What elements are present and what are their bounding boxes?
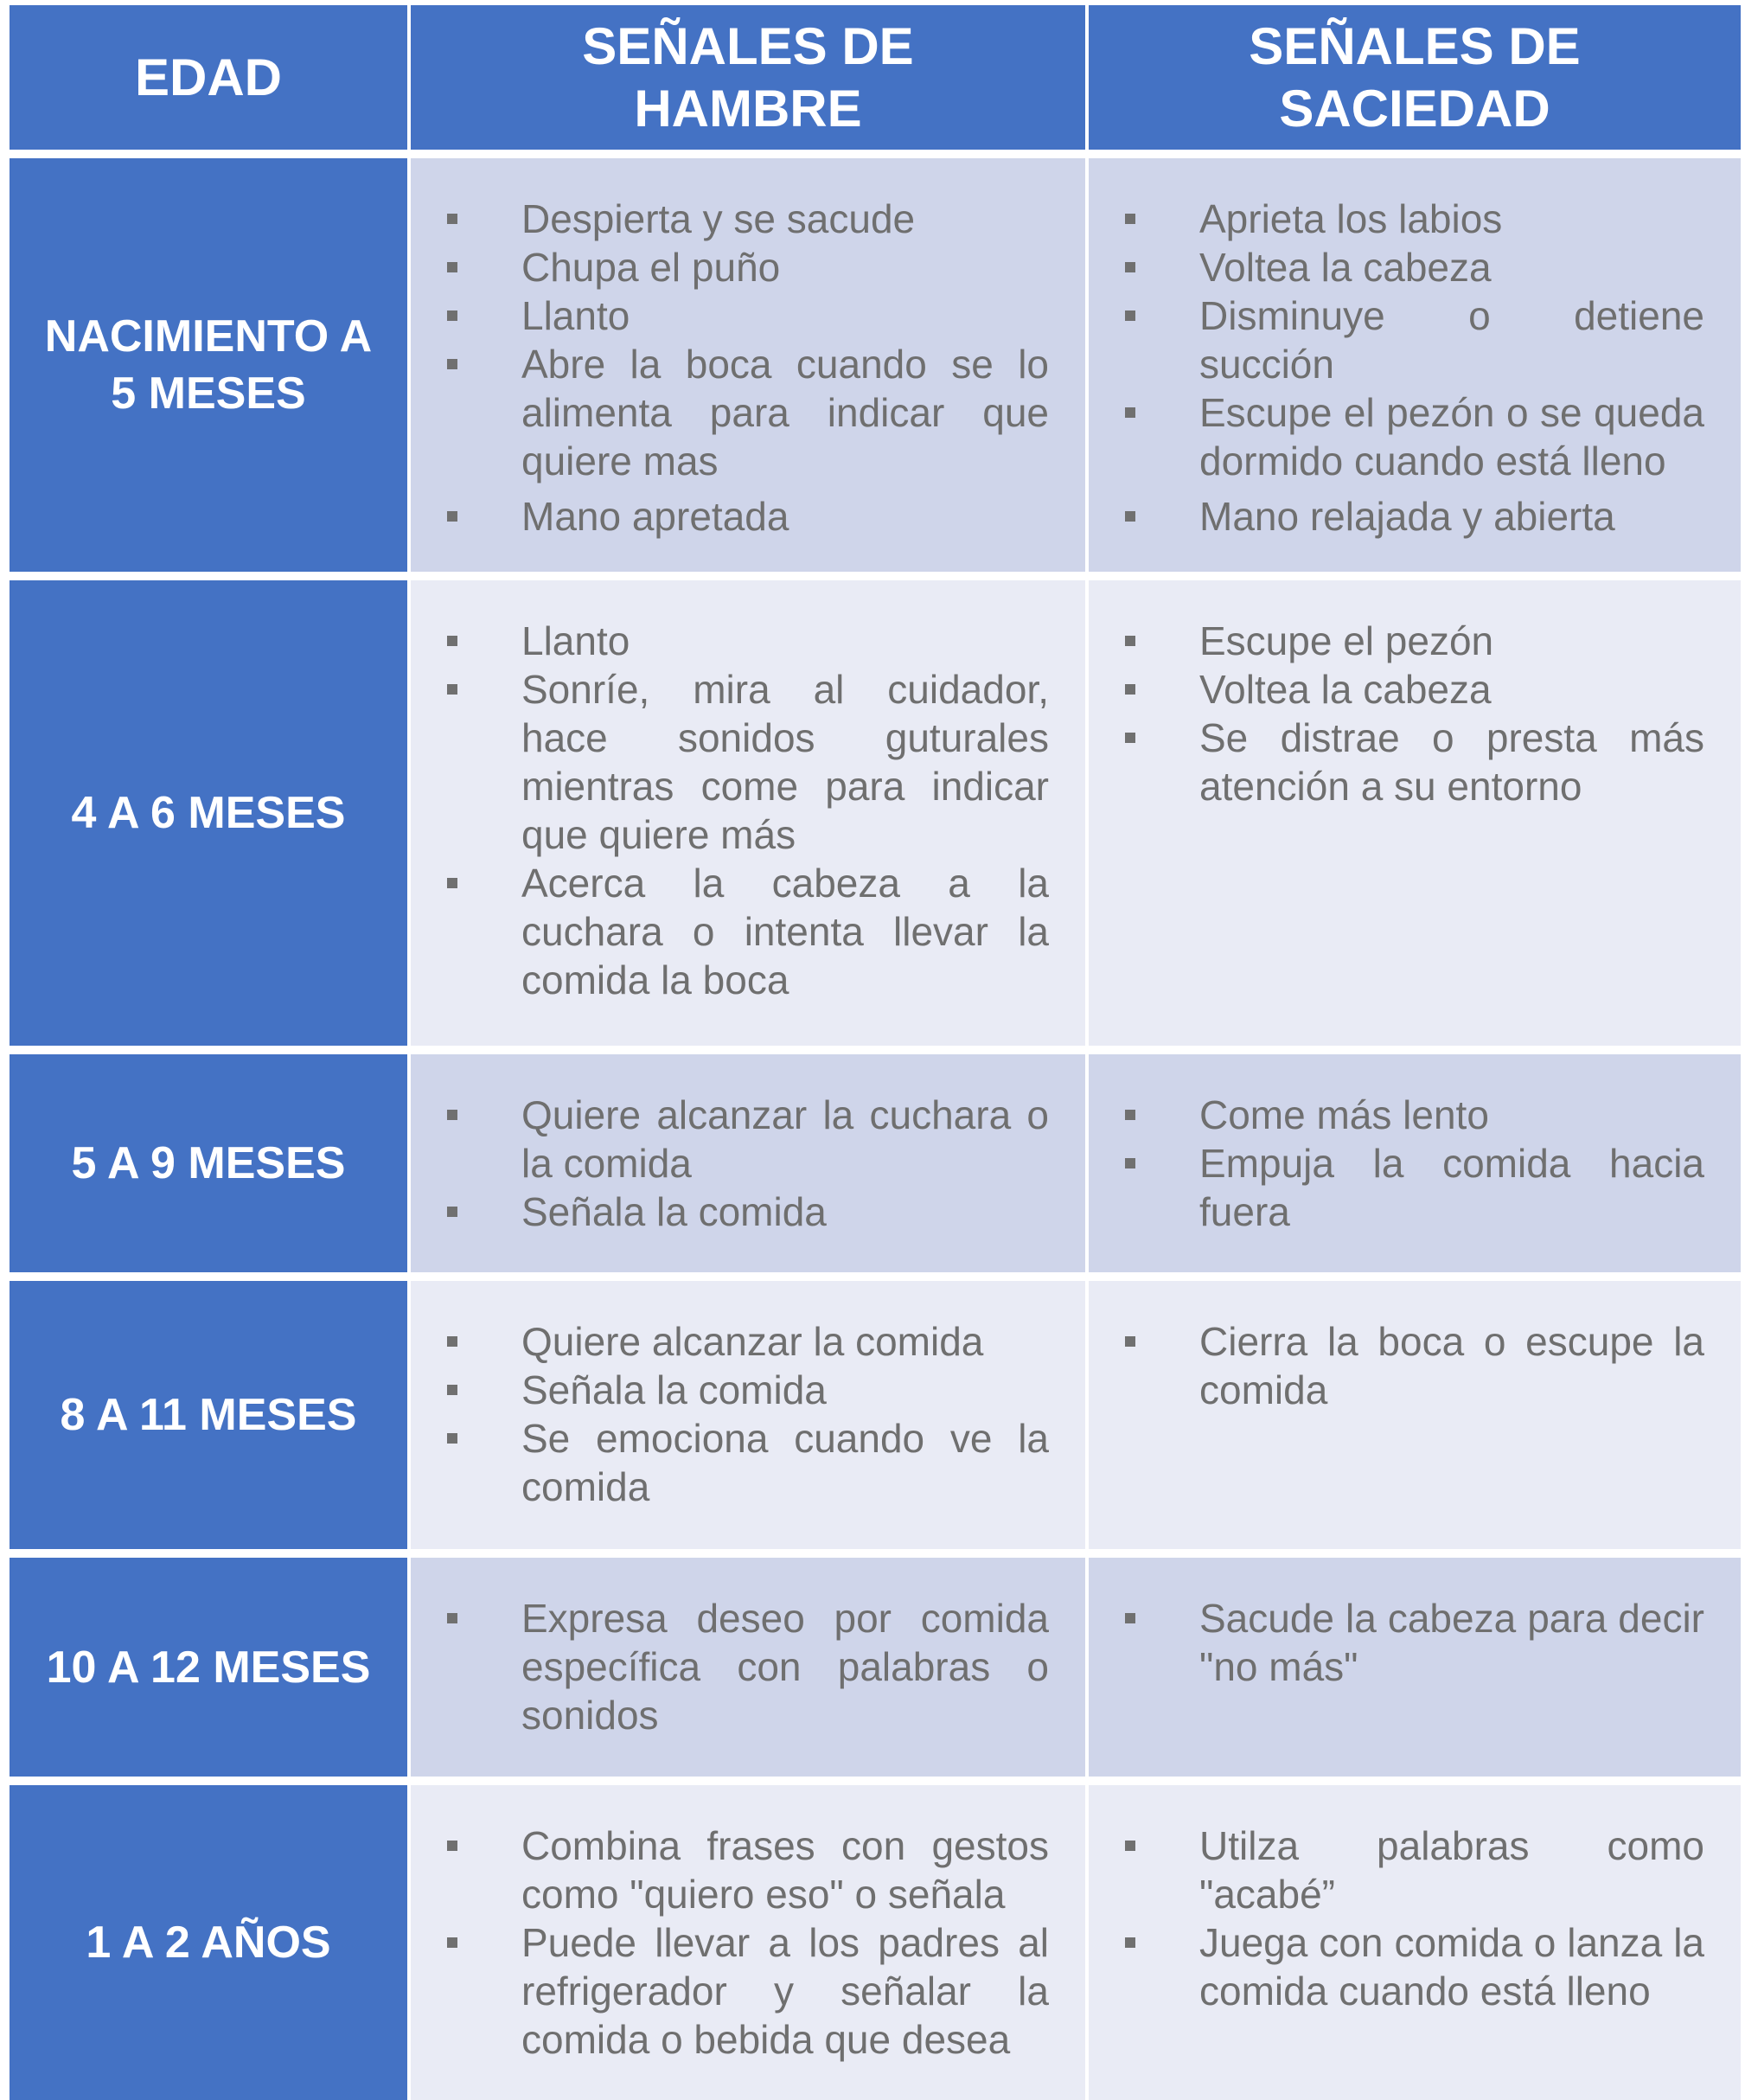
hunger-cell (411, 580, 1085, 1046)
list-item: Llanto (447, 291, 1049, 340)
list-item: Utilza palabras como "acabé” (1125, 1821, 1704, 1918)
satiety-cell (1089, 580, 1741, 1046)
hunger-list (447, 1821, 1049, 2064)
list-item: Se distrae o presta más atención a su entorno (1125, 714, 1704, 810)
feeding-cues-table (10, 5, 1734, 2100)
satiety-list (1125, 1317, 1704, 1414)
header-hunger-line1: SEÑALES DE (582, 16, 914, 75)
age-cell (10, 1281, 407, 1549)
satiety-list (1125, 1091, 1704, 1236)
age-label-line2: 5 MESES (111, 368, 306, 419)
list-item: Chupa el puño (447, 243, 1049, 291)
list-item: Aprieta los labios (1125, 195, 1704, 243)
list-item: Despierta y se sacude (447, 195, 1049, 243)
hunger-list (447, 1091, 1049, 1236)
hunger-list (447, 617, 1049, 1004)
list-item: Señala la comida (447, 1366, 1049, 1414)
list-item: Voltea la cabeza (1125, 665, 1704, 714)
header-age-label: EDAD (134, 48, 282, 106)
header-satiety (1089, 5, 1741, 150)
satiety-list (1125, 1594, 1704, 1691)
list-item: Sonríe, mira al cuidador, hace sonidos guturales mientras come para indicar que quiere más (447, 665, 1049, 859)
age-label: 8 A 11 MESES (60, 1390, 357, 1440)
age-label: 1 A 2 AÑOS (86, 1918, 331, 1968)
list-item: Mano relajada y abierta (1125, 492, 1704, 541)
age-cell (10, 1054, 407, 1272)
list-item: Empuja la comida hacia fuera (1125, 1139, 1704, 1236)
header-hunger-line2: HAMBRE (634, 79, 862, 138)
hunger-cell (411, 1281, 1085, 1549)
hunger-list (447, 195, 1049, 541)
satiety-list (1125, 617, 1704, 810)
list-item: Escupe el pezón o se queda dormido cuando está lleno (1125, 388, 1704, 485)
list-item: Juega con comida o lanza la comida cuando está lleno (1125, 1918, 1704, 2015)
list-item: Señala la comida (447, 1188, 1049, 1236)
list-item: Llanto (447, 617, 1049, 665)
age-label: 5 A 9 MESES (71, 1138, 346, 1188)
list-item: Disminuye o detiene succión (1125, 291, 1704, 388)
satiety-cell (1089, 1281, 1741, 1549)
satiety-cell (1089, 1785, 1741, 2100)
list-item: Escupe el pezón (1125, 617, 1704, 665)
hunger-list (447, 1594, 1049, 1739)
hunger-cell (411, 1785, 1085, 2100)
list-item: Se emociona cuando ve la comida (447, 1414, 1049, 1511)
age-cell (10, 1785, 407, 2100)
age-label-line1: NACIMIENTO A (44, 311, 373, 362)
list-item: Quiere alcanzar la comida (447, 1317, 1049, 1366)
hunger-cell (411, 1054, 1085, 1272)
hunger-list (447, 1317, 1049, 1511)
list-item: Quiere alcanzar la cuchara o la comida (447, 1091, 1049, 1188)
list-item: Sacude la cabeza para decir "no más" (1125, 1594, 1704, 1691)
hunger-cell (411, 158, 1085, 572)
list-item: Come más lento (1125, 1091, 1704, 1139)
satiety-cell (1089, 1054, 1741, 1272)
list-item: Mano apretada (447, 492, 1049, 541)
age-label: 10 A 12 MESES (46, 1642, 371, 1693)
list-item: Combina frases con gestos como "quiero eso" o señala (447, 1821, 1049, 1918)
hunger-cell (411, 1558, 1085, 1777)
satiety-cell (1089, 1558, 1741, 1777)
age-label: 4 A 6 MESES (71, 788, 346, 838)
header-age (10, 5, 407, 150)
satiety-list (1125, 1821, 1704, 2015)
list-item: Cierra la boca o escupe la comida (1125, 1317, 1704, 1414)
age-cell (10, 580, 407, 1046)
header-hunger (411, 5, 1085, 150)
satiety-list (1125, 195, 1704, 541)
header-satiety-line1: SEÑALES DE (1249, 16, 1581, 75)
age-cell (10, 1558, 407, 1777)
header-satiety-line2: SACIEDAD (1279, 79, 1550, 138)
list-item: Puede llevar a los padres al refrigerador y señalar la comida o bebida que desea (447, 1918, 1049, 2064)
list-item: Acerca la cabeza a la cuchara o intenta llevar la comida la boca (447, 859, 1049, 1004)
list-item: Voltea la cabeza (1125, 243, 1704, 291)
list-item: Abre la boca cuando se lo alimenta para indicar que quiere mas (447, 340, 1049, 485)
list-item: Expresa deseo por comida específica con palabras o sonidos (447, 1594, 1049, 1739)
age-cell (10, 158, 407, 572)
satiety-cell (1089, 158, 1741, 572)
